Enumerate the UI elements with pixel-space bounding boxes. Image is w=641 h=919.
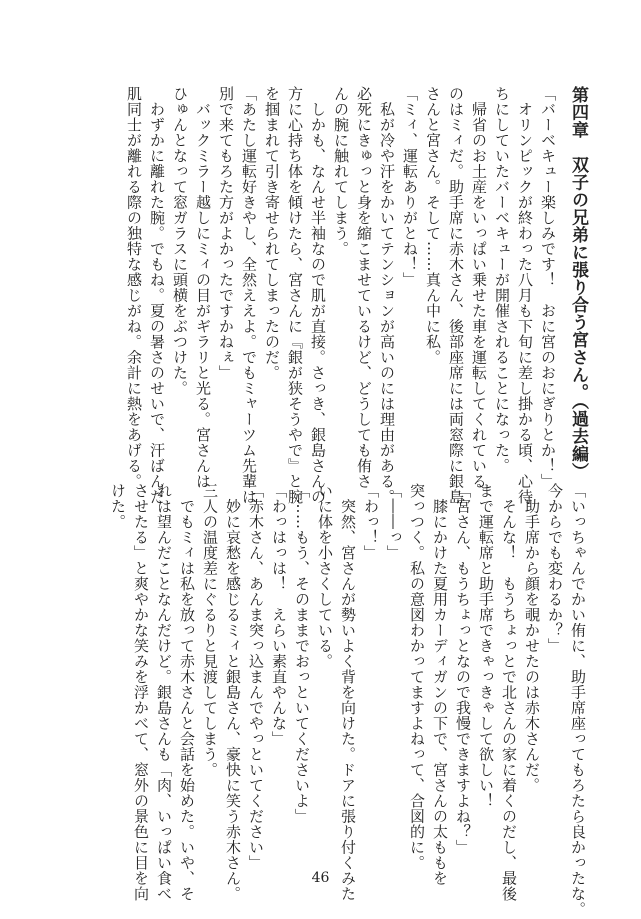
text-line: 三人の温度差にぐるりと見渡してしまう。 bbox=[201, 483, 219, 778]
text-line: 方に心持ち体を傾けたら、宮さんに『銀が狭そうやで』と腕 bbox=[286, 86, 304, 505]
text-line: 帰省のお土産をいっぱい乗せた車を運転してくれている bbox=[470, 86, 488, 489]
text-line: そんな！ もうちょっとで北さんの家に着くのだし、最後 bbox=[500, 483, 518, 902]
text-line: 私が冷や汗をかいてテンションが高いのには理由がある。 bbox=[378, 86, 396, 505]
text-line: 必死にきゅっと身を縮こませているけど、どうしても侑さ bbox=[355, 86, 373, 489]
text-line: 「……もう、そのままでおっといてくださいよ」 bbox=[293, 483, 311, 824]
chapter-title: 第四章 双子の兄弟に張り合う宮さん。（過去編） bbox=[568, 86, 588, 480]
text-line: 「ミィ、運転ありがとね！」 bbox=[401, 86, 419, 288]
text-line: ひゅんとなって窓ガラスに頭横をぶつけた。 bbox=[171, 86, 189, 396]
text-line: 「宮さん、もうちょっとなので我慢できますよね？」 bbox=[454, 483, 472, 855]
text-line: けた。 bbox=[109, 483, 127, 530]
text-line: 「いっちゃんでかい侑に、助手席座ってもろたら良かったな。 bbox=[569, 483, 587, 917]
text-line: 妙に哀愁を感じるミィと銀島さん、豪快に笑う赤木さん。 bbox=[224, 483, 242, 902]
upper-text-block bbox=[122, 86, 593, 505]
text-line: 別で来てもろた方がよかったですかねぇ」 bbox=[217, 86, 235, 381]
text-line: さんと宮さん。そして……真ん中に私。 bbox=[424, 86, 442, 365]
text-line: でもミィは私を放って赤木さんと会話を始めた。いや、そ bbox=[178, 483, 196, 902]
text-line: まで運転席と助手席できゃっきゃして欲しい！ bbox=[477, 483, 495, 809]
text-line: 「わっはっは！ えらい素直やんな」 bbox=[270, 483, 288, 747]
text-line: 「――っ」 bbox=[385, 483, 403, 561]
text-line: オリンピックが終わった八月も下旬に差し掛かる頃、心待 bbox=[516, 86, 534, 505]
text-line: 突然、宮さんが勢いよく背を向けた。ドアに張り付くみた bbox=[339, 483, 357, 902]
text-line: のはミィだ。助手席に赤木さん、後部座席には両窓際に銀島 bbox=[447, 86, 465, 505]
text-line: 「あたし運転好きやし、全然ええよ。でもミャーツム先輩は bbox=[240, 86, 258, 505]
text-line: 突っつく。私の意図わかってますよねって、合図的に。 bbox=[408, 483, 426, 871]
text-line: 「わっ！」 bbox=[362, 483, 380, 561]
text-line: 「赤木さん、あんま突っ込まんでやっといてください」 bbox=[247, 483, 265, 871]
text-line: 助手席から顔を覗かせたのは赤木さんだ。 bbox=[523, 483, 541, 793]
text-line: れは望んだことなんだけど。銀島さんも「肉、いっぱい食べ bbox=[155, 483, 173, 902]
text-line: 膝にかけた夏用カーディガンの下で、宮さんの太ももを bbox=[431, 483, 449, 886]
text-line: 「バーベキュー楽しみです！ おに宮のおにぎりとか！」 bbox=[539, 86, 557, 489]
text-line: 肌同士が離れる際の独特な感じがね。余計に熱をあげる。 bbox=[125, 86, 143, 489]
text-line: を掴まれて引き寄せられてしまったのだ。 bbox=[263, 86, 281, 381]
page-number: 46 bbox=[311, 870, 330, 886]
text-line: んの腕に触れてしまう。 bbox=[332, 86, 350, 257]
text-line: いに体を小さくしている。 bbox=[316, 483, 334, 669]
text-line: ちにしていたバーベキューが開催されることになった。 bbox=[493, 86, 511, 474]
text-line: わずかに離れた腕。でもね。夏の暑さのせいで、汗ばんだ bbox=[148, 86, 166, 505]
text-line: しかも、なんせ半袖なので肌が直接。さっき、銀島さんの bbox=[309, 86, 327, 505]
text-line: 今からでも変わるか？」 bbox=[546, 483, 564, 654]
text-line: させたる」と爽やかな笑みを浮かべて、窓外の景色に目を向 bbox=[132, 483, 150, 902]
text-line: バックミラー越しにミィの目がギラリと光る。宮さんは bbox=[194, 86, 212, 489]
